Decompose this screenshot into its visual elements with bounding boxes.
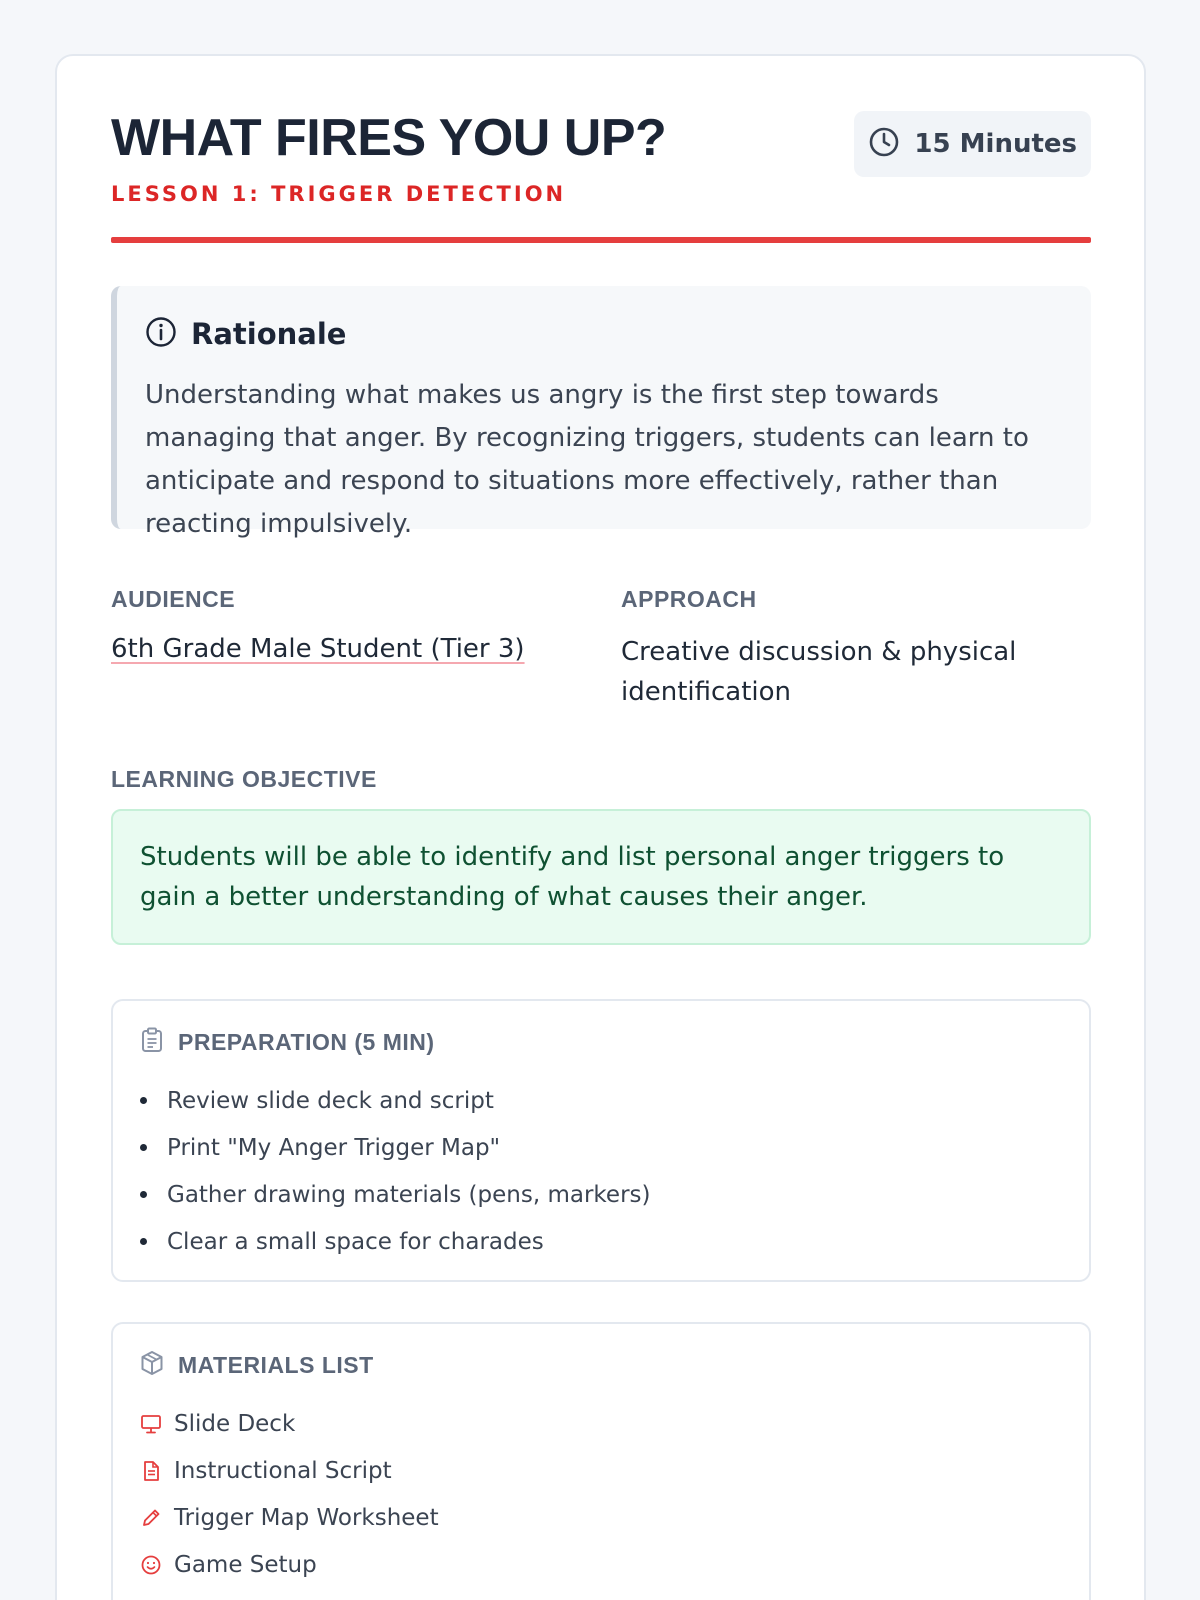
audience-value: 6th Grade Male Student (Tier 3): [111, 634, 525, 664]
smile-icon: [140, 1554, 162, 1576]
list-item: Clear a small space for charades: [140, 1218, 650, 1265]
package-icon: [140, 1350, 164, 1380]
document-icon: [140, 1460, 162, 1482]
duration-badge: [854, 111, 1091, 177]
list-item: Game Setup: [140, 1541, 439, 1588]
list-item: Review slide deck and script: [140, 1077, 650, 1124]
materials-list: [140, 1400, 439, 1588]
approach-label: APPROACH: [621, 586, 757, 612]
clipboard-icon: [140, 1027, 164, 1057]
learning-objective-label: LEARNING OBJECTIVE: [111, 766, 377, 792]
approach-value: Creative discussion & physical identification: [621, 637, 1017, 707]
learning-objective-text: Students will be able to identify and list personal anger triggers to gain a better understanding of what causes their anger.: [140, 842, 1005, 912]
materials-title: MATERIALS LIST: [178, 1351, 374, 1378]
preparation-panel: [111, 999, 1091, 1282]
rationale-heading: Rationale: [191, 317, 347, 351]
list-item: Trigger Map Worksheet: [140, 1494, 439, 1541]
materials-header: [140, 1350, 374, 1380]
rationale-box: [111, 286, 1091, 539]
header-divider: [111, 237, 1091, 243]
materials-panel: [111, 1322, 1091, 1600]
audience-label: AUDIENCE: [111, 586, 236, 612]
preparation-title: PREPARATION (5 MIN): [178, 1028, 435, 1055]
clock-icon: [868, 126, 900, 162]
rationale-text: Understanding what makes us angry is the first step towards managing that anger. By recognizing triggers, students can learn to anticipate and respond to situations more effectively, rather than reacting impulsively.: [145, 380, 1029, 539]
lesson-subtitle: LESSON 1: TRIGGER DETECTION: [111, 182, 567, 206]
preparation-list: [140, 1077, 650, 1265]
list-item: Print "My Anger Trigger Map": [140, 1124, 650, 1171]
info-icon: [145, 316, 177, 352]
list-item: Gather drawing materials (pens, markers): [140, 1171, 650, 1218]
learning-objective-box: [111, 809, 1091, 945]
monitor-icon: [140, 1413, 162, 1435]
pencil-icon: [140, 1507, 162, 1529]
preparation-header: [140, 1027, 435, 1057]
duration-label: 15 Minutes: [914, 129, 1077, 159]
list-item: Instructional Script: [140, 1447, 439, 1494]
rationale-header: [145, 316, 346, 352]
lesson-title: WHAT FIRES YOU UP?: [111, 109, 667, 167]
lesson-card: [55, 54, 1146, 1600]
list-item: Slide Deck: [140, 1400, 439, 1447]
